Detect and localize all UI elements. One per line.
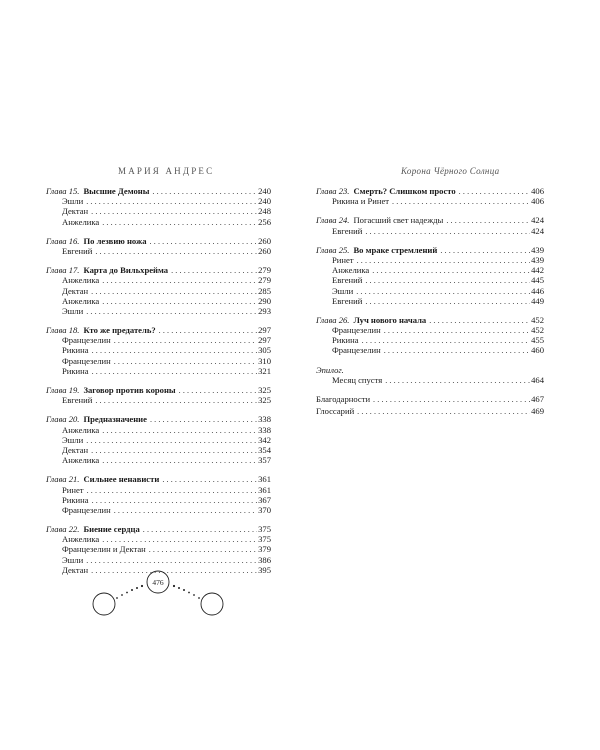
page-ref: 469 bbox=[531, 406, 544, 417]
page-ref: 293 bbox=[258, 305, 271, 316]
toc-entry bbox=[316, 286, 544, 296]
page-ref: 367 bbox=[258, 494, 271, 505]
entry-title: Эшли bbox=[332, 285, 354, 296]
toc-entry bbox=[46, 246, 271, 256]
page-ref: 442 bbox=[531, 265, 544, 276]
toc-chapter-entry bbox=[316, 186, 544, 196]
dot-leader bbox=[362, 336, 531, 346]
toc-chapter-entry bbox=[316, 215, 544, 225]
entry-title: Францезелин и Дектан bbox=[62, 544, 146, 555]
toc-entry bbox=[46, 445, 271, 455]
toc-chapter-entry bbox=[46, 385, 271, 395]
page-ref: 455 bbox=[531, 335, 544, 346]
toc-entry bbox=[46, 335, 271, 345]
page-ref: 361 bbox=[258, 474, 271, 485]
entry-title: Эшли bbox=[62, 305, 84, 316]
dot-leader bbox=[149, 545, 257, 555]
chapter-title: Глоссарий bbox=[316, 406, 355, 417]
dot-leader bbox=[92, 367, 258, 377]
chapter-number: Глава 19. bbox=[46, 385, 80, 395]
toc-entry bbox=[46, 455, 271, 465]
dot-leader bbox=[95, 247, 257, 257]
toc-entry bbox=[46, 495, 271, 505]
toc-entry bbox=[316, 296, 544, 306]
toc-chapter-group bbox=[46, 265, 271, 316]
dot-leader bbox=[150, 415, 257, 425]
dot-leader bbox=[356, 287, 530, 297]
dot-leader bbox=[86, 556, 257, 566]
toc-entry bbox=[46, 196, 271, 206]
page-ref: 338 bbox=[258, 424, 271, 435]
entry-title: Францезелин bbox=[332, 345, 381, 356]
page-ref: 467 bbox=[531, 394, 544, 405]
dot-leader bbox=[365, 297, 530, 307]
entry-title: Францезелин bbox=[62, 504, 111, 515]
dot-leader bbox=[114, 357, 257, 367]
dot-leader bbox=[114, 336, 257, 346]
page-ref: 452 bbox=[531, 314, 544, 325]
page-ref: 439 bbox=[531, 254, 544, 265]
running-header-author: МАРИЯ АНДРЕС bbox=[118, 166, 215, 176]
chapter-number: Глава 15. bbox=[46, 186, 80, 196]
entry-title: Францезелин bbox=[62, 335, 111, 346]
toc-entry bbox=[46, 286, 271, 296]
dot-leader bbox=[86, 197, 257, 207]
page-ref: 406 bbox=[531, 186, 544, 196]
toc-epilogue-group bbox=[316, 365, 544, 385]
page-ref: 256 bbox=[258, 216, 271, 227]
dot-leader bbox=[102, 426, 257, 436]
toc-chapter-group bbox=[46, 236, 271, 256]
epilogue-label: Эпилог. bbox=[316, 364, 344, 375]
toc-chapter-group bbox=[46, 186, 271, 227]
dot-leader bbox=[91, 287, 257, 297]
toc-entry bbox=[46, 534, 271, 544]
dot-leader bbox=[357, 256, 531, 266]
dot-leader bbox=[150, 237, 258, 247]
chapter-number: Глава 25. bbox=[316, 244, 350, 255]
page-ref: 305 bbox=[258, 345, 271, 356]
dot-leader bbox=[384, 346, 530, 356]
page-ref: 357 bbox=[258, 455, 271, 466]
entry-title: Евгений bbox=[332, 295, 363, 306]
dot-leader bbox=[179, 386, 257, 396]
entry-title: Эшли bbox=[62, 434, 84, 445]
chapter-number: Глава 18. bbox=[46, 325, 80, 336]
toc-entry bbox=[316, 255, 544, 265]
page-ref: 260 bbox=[258, 235, 271, 246]
toc-back-matter-group bbox=[316, 406, 544, 416]
page-ref: 260 bbox=[258, 245, 271, 256]
dot-leader bbox=[86, 307, 257, 317]
dot-leader bbox=[365, 276, 530, 286]
page-ref: 279 bbox=[258, 275, 271, 286]
dot-leader bbox=[152, 187, 257, 197]
toc-entry bbox=[316, 335, 544, 345]
toc-entry bbox=[46, 505, 271, 515]
entry-title: Рикина bbox=[62, 494, 89, 505]
entry-title: Эшли bbox=[62, 196, 84, 207]
page-ref: 325 bbox=[258, 395, 271, 406]
entry-title: Эшли bbox=[62, 554, 84, 565]
page-ref: 279 bbox=[258, 265, 271, 276]
toc-entry bbox=[46, 555, 271, 565]
toc-chapter-entry bbox=[316, 394, 544, 404]
toc-entry bbox=[316, 345, 544, 355]
toc-entry bbox=[316, 226, 544, 236]
page-ref: 240 bbox=[258, 186, 271, 196]
toc-entry bbox=[46, 485, 271, 495]
entry-title: Евгений bbox=[62, 245, 93, 256]
page-ref: 248 bbox=[258, 206, 271, 217]
ornament-right-circle-icon bbox=[201, 593, 223, 615]
dot-leader bbox=[91, 207, 257, 217]
page-ref: 240 bbox=[258, 196, 271, 207]
page-ref: 297 bbox=[258, 325, 271, 336]
entry-title: Анжелика bbox=[62, 295, 100, 306]
toc-chapter-group bbox=[46, 474, 271, 515]
page-ref: 395 bbox=[258, 564, 271, 575]
chapter-number: Глава 22. bbox=[46, 524, 80, 535]
toc-chapter-group bbox=[46, 385, 271, 405]
page-ref: 354 bbox=[258, 444, 271, 455]
dot-leader bbox=[440, 246, 530, 256]
chapter-title: Смерть? Слишком просто bbox=[353, 186, 456, 196]
entry-title: Евгений bbox=[332, 225, 363, 236]
toc-entry bbox=[46, 306, 271, 316]
toc-left-column bbox=[46, 186, 271, 584]
page-ref: 424 bbox=[531, 225, 544, 236]
chapter-title: Заговор против короны bbox=[83, 385, 176, 395]
entry-title: Дектан bbox=[62, 206, 89, 217]
toc-chapter-group bbox=[316, 315, 544, 356]
entry-title: Дектан bbox=[62, 564, 89, 575]
toc-entry bbox=[316, 196, 544, 206]
toc-chapter-entry bbox=[316, 315, 544, 325]
chapter-number: Глава 23. bbox=[316, 186, 350, 196]
page-ref: 449 bbox=[531, 295, 544, 306]
toc-chapter-group bbox=[46, 414, 271, 465]
page-ref: 406 bbox=[531, 196, 544, 207]
toc-entry bbox=[46, 345, 271, 355]
dot-leader bbox=[92, 346, 258, 356]
toc-entry bbox=[46, 395, 271, 405]
page-ref: 285 bbox=[258, 285, 271, 296]
chapter-title: Благодарности bbox=[316, 394, 371, 405]
chapter-title: По лезвию ножа bbox=[83, 235, 147, 246]
chapter-number: Глава 24. bbox=[316, 215, 350, 226]
chapter-title: Биение сердца bbox=[83, 524, 140, 535]
entry-title: Ринет bbox=[332, 254, 354, 265]
toc-entry bbox=[46, 275, 271, 285]
toc-right-column bbox=[316, 186, 544, 418]
running-header-book-title: Корона Чёрного Солнца bbox=[401, 166, 500, 176]
page-ref: 460 bbox=[531, 345, 544, 356]
dot-leader bbox=[102, 297, 257, 307]
toc-entry bbox=[46, 544, 271, 554]
entry-title: Францезелин bbox=[332, 325, 381, 336]
entry-title: Евгений bbox=[332, 275, 363, 286]
page-ref: 446 bbox=[531, 285, 544, 296]
entry-title: Анжелика bbox=[332, 265, 370, 276]
page-ref: 452 bbox=[531, 325, 544, 336]
ornament-left-circle-icon bbox=[93, 593, 115, 615]
chapter-number: Глава 16. bbox=[46, 235, 80, 246]
chapter-title: Луч нового начала bbox=[353, 314, 427, 325]
entry-title: Анжелика bbox=[62, 216, 100, 227]
toc-entry bbox=[46, 217, 271, 227]
toc-chapter-entry bbox=[46, 524, 271, 534]
chapter-number: Глава 26. bbox=[316, 314, 350, 325]
dot-leader bbox=[162, 475, 257, 485]
toc-chapter-entry bbox=[46, 186, 271, 196]
entry-title: Анжелика bbox=[62, 275, 100, 286]
entry-title: Ринет bbox=[62, 484, 84, 495]
entry-title: Рикина bbox=[62, 365, 89, 376]
page-ref: 370 bbox=[258, 504, 271, 515]
page-ref: 321 bbox=[258, 365, 271, 376]
chapter-title: Кто же предатель? bbox=[83, 325, 156, 336]
page-ref: 310 bbox=[258, 355, 271, 366]
chapter-title: Погасший свет надежды bbox=[353, 215, 444, 226]
page-ref: 464 bbox=[531, 374, 544, 385]
dot-leader bbox=[95, 396, 257, 406]
toc-chapter-group bbox=[46, 325, 271, 376]
page-ref: 379 bbox=[258, 544, 271, 555]
dot-leader bbox=[91, 446, 257, 456]
dot-leader bbox=[143, 525, 257, 535]
toc-chapter-group bbox=[316, 245, 544, 306]
dot-leader bbox=[87, 486, 258, 496]
dot-leader bbox=[365, 227, 530, 237]
dot-leader bbox=[102, 218, 257, 228]
dot-leader bbox=[446, 216, 530, 226]
dot-leader bbox=[86, 436, 257, 446]
toc-entry bbox=[46, 435, 271, 445]
entry-title: Рикина bbox=[62, 345, 89, 356]
toc-chapter-group bbox=[316, 186, 544, 206]
entry-title: Анжелика bbox=[62, 424, 100, 435]
toc-chapter-group bbox=[316, 215, 544, 235]
entry-title: Францезелин bbox=[62, 355, 111, 366]
dot-leader bbox=[159, 326, 257, 336]
page-number-ornament bbox=[90, 568, 230, 618]
chapter-title: Во мраке стремлений bbox=[353, 244, 438, 255]
toc-entry bbox=[316, 275, 544, 285]
entry-title: Анжелика bbox=[62, 534, 100, 545]
toc-back-matter-group bbox=[316, 394, 544, 404]
page-ref: 290 bbox=[258, 295, 271, 306]
page-ref: 338 bbox=[258, 414, 271, 425]
dot-leader bbox=[171, 266, 257, 276]
page-ref: 325 bbox=[258, 385, 271, 395]
toc-entry bbox=[316, 375, 544, 385]
page-ref: 342 bbox=[258, 434, 271, 445]
dot-leader bbox=[102, 276, 257, 286]
toc-entry bbox=[46, 356, 271, 366]
toc-entry bbox=[46, 296, 271, 306]
entry-title: Анжелика bbox=[62, 455, 100, 466]
page-ref: 424 bbox=[531, 215, 544, 226]
page-ref: 445 bbox=[531, 275, 544, 286]
dot-leader bbox=[372, 266, 530, 276]
toc-entry bbox=[46, 206, 271, 216]
page-ref: 386 bbox=[258, 554, 271, 565]
dot-leader bbox=[459, 187, 530, 197]
chapter-number: Глава 21. bbox=[46, 474, 80, 485]
page-number: 476 bbox=[152, 578, 164, 587]
toc-entry bbox=[316, 325, 544, 335]
entry-title: Месяц спустя bbox=[332, 374, 383, 385]
toc-chapter-entry bbox=[46, 325, 271, 335]
chapter-number: Глава 17. bbox=[46, 265, 80, 276]
chapter-title: Карта до Вильхрейма bbox=[83, 265, 169, 276]
page-ref: 375 bbox=[258, 524, 271, 535]
page-ref: 439 bbox=[531, 244, 544, 255]
dot-leader bbox=[385, 376, 530, 386]
toc-chapter-entry bbox=[316, 245, 544, 255]
toc-chapter-entry bbox=[46, 414, 271, 424]
chapter-title: Высшие Демоны bbox=[83, 186, 150, 196]
dot-leader bbox=[114, 506, 257, 516]
dot-leader bbox=[373, 395, 530, 405]
dot-leader bbox=[102, 456, 257, 466]
toc-chapter-entry bbox=[46, 474, 271, 484]
ornament-dots-icon bbox=[116, 585, 200, 599]
entry-title: Дектан bbox=[62, 285, 89, 296]
page-ref: 375 bbox=[258, 534, 271, 545]
chapter-title: Предназначение bbox=[83, 414, 147, 425]
toc-chapter-entry bbox=[316, 406, 544, 416]
toc-entry bbox=[46, 425, 271, 435]
chapter-number: Глава 20. bbox=[46, 414, 80, 425]
entry-title: Евгений bbox=[62, 395, 93, 406]
dot-leader bbox=[429, 316, 530, 326]
page-ref: 297 bbox=[258, 335, 271, 346]
entry-title: Рикина bbox=[332, 335, 359, 346]
chapter-title: Сильнее ненависти bbox=[83, 474, 160, 485]
dot-leader bbox=[357, 407, 530, 417]
page-ref: 361 bbox=[258, 484, 271, 495]
dot-leader bbox=[92, 496, 258, 506]
entry-title: Рикина и Ринет bbox=[332, 196, 390, 207]
toc-entry bbox=[46, 366, 271, 376]
toc-chapter-entry bbox=[46, 236, 271, 246]
entry-title: Дектан bbox=[62, 444, 89, 455]
toc-chapter-entry bbox=[46, 265, 271, 275]
dot-leader bbox=[392, 197, 530, 207]
dot-leader bbox=[384, 326, 530, 336]
toc-entry bbox=[316, 265, 544, 275]
